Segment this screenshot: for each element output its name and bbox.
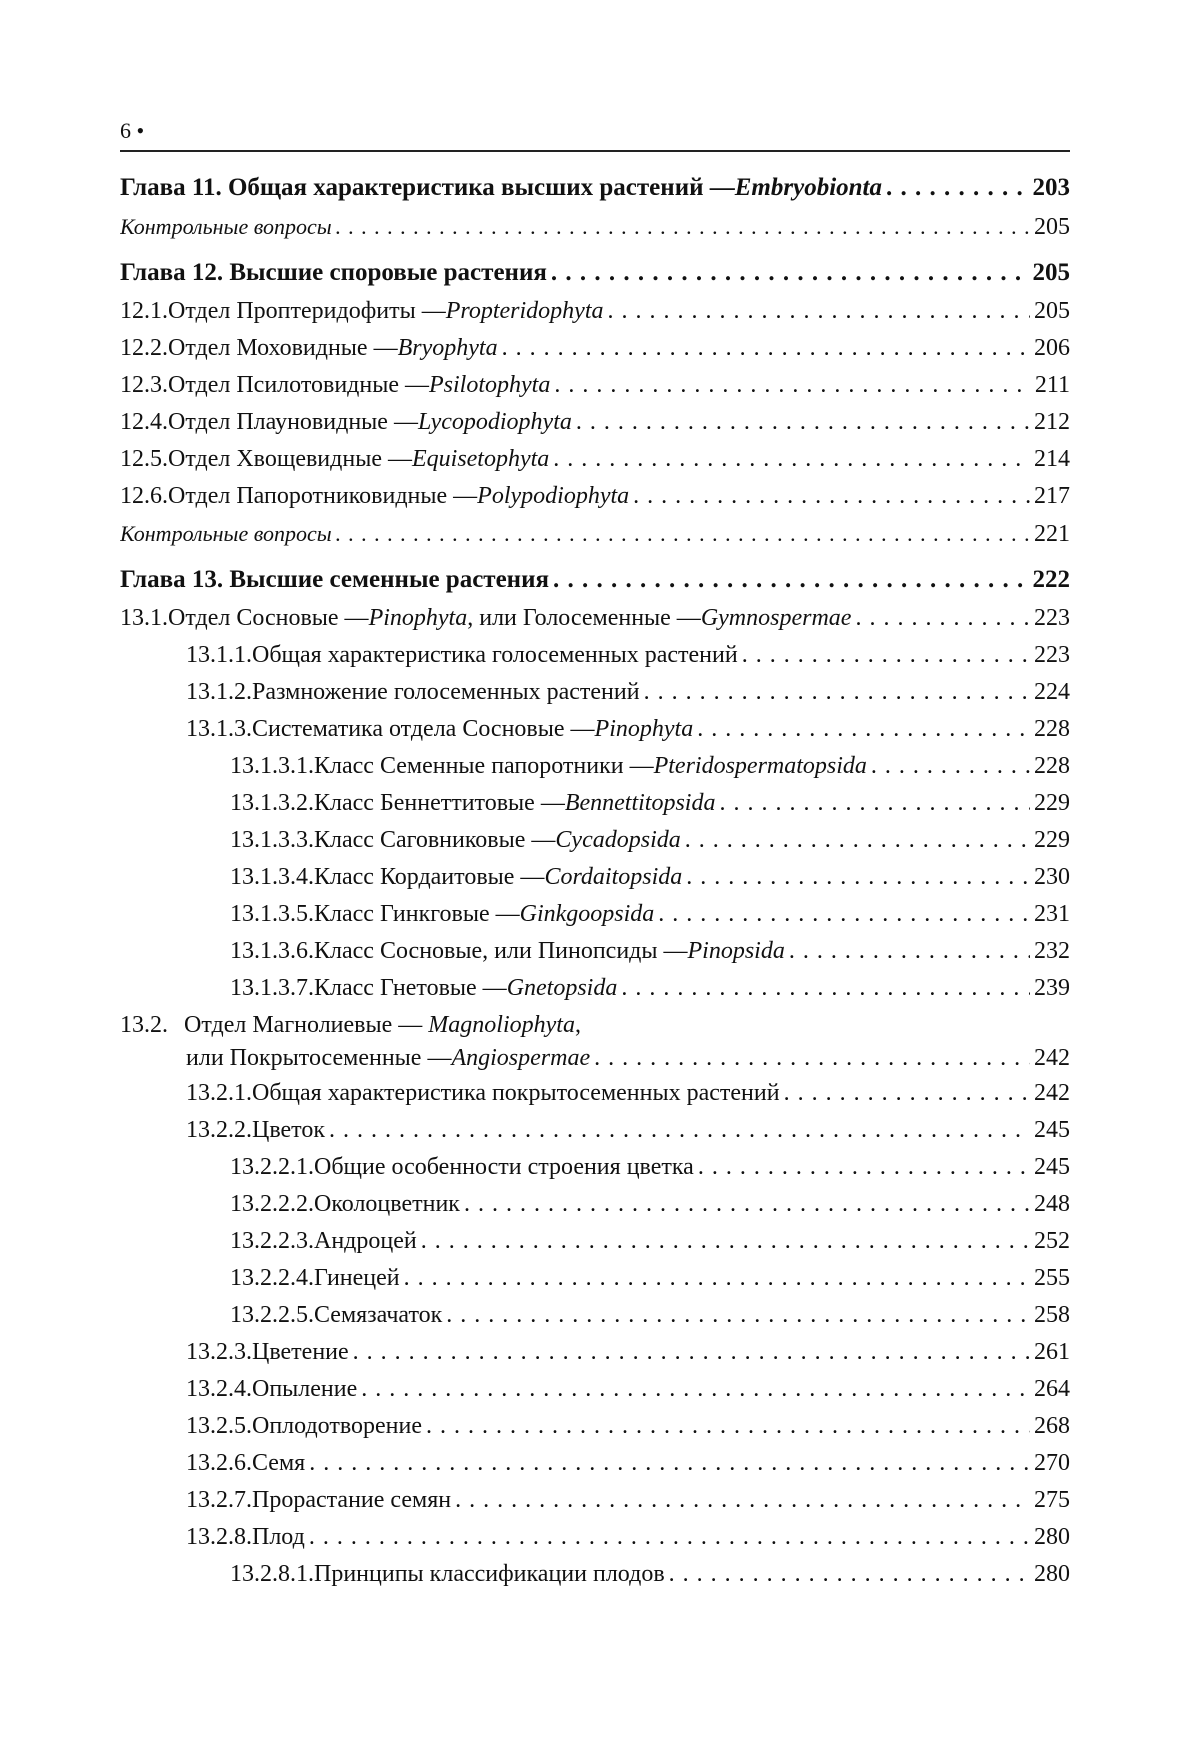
toc-questions-12[interactable] (120, 515, 1070, 552)
leader-dots (502, 330, 1030, 367)
entry-page: 252 (1034, 1228, 1070, 1254)
toc-section-13-1-1[interactable] (120, 637, 1070, 674)
leader-dots (421, 1223, 1030, 1260)
entry-latin-second: Angiospermae (451, 1045, 591, 1071)
leader-dots (658, 896, 1030, 933)
toc-section-13-1-3-5[interactable] (120, 896, 1070, 933)
entry-page: 205 (1034, 298, 1070, 324)
entry-title: Класс Беннеттитовые — (314, 790, 565, 816)
leader-dots (329, 1112, 1030, 1149)
entry-number: 13.2.2.1. (230, 1154, 314, 1180)
leader-dots (669, 1556, 1030, 1593)
leader-dots (855, 600, 1030, 637)
entry-title: Семязачаток (314, 1302, 443, 1328)
leader-dots (886, 168, 1029, 208)
entry-title: Семя (252, 1450, 306, 1476)
entry-number: 12.5. (120, 446, 168, 472)
entry-page: 203 (1032, 174, 1070, 201)
entry-number: 13.2.2. (186, 1117, 252, 1143)
entry-page: 223 (1034, 642, 1070, 668)
entry-latin: Propteridophyta (445, 298, 604, 324)
entry-page: 245 (1034, 1154, 1070, 1180)
toc-section-12-6[interactable] (120, 478, 1070, 515)
leader-dots (336, 515, 1030, 552)
leader-dots (353, 1334, 1030, 1371)
entry-latin: Gnetopsida (506, 975, 618, 1001)
leader-dots (633, 478, 1030, 515)
entry-latin: Magnoliophyta (428, 1012, 575, 1038)
leader-dots (551, 253, 1029, 293)
entry-number: 12.1. (120, 298, 168, 324)
entry-number: 13.1.3.6. (230, 938, 314, 964)
entry-title: Общая характеристика покрытосеменных растений (252, 1080, 780, 1106)
entry-number: 13.2.2.2. (230, 1191, 314, 1217)
entry-page: 214 (1034, 446, 1070, 472)
entry-number: 12.6. (120, 483, 168, 509)
leader-dots (698, 1149, 1030, 1186)
entry-page: 221 (1034, 521, 1070, 547)
entry-page: 205 (1032, 259, 1070, 286)
entry-page: 228 (1034, 716, 1070, 742)
entry-page: 229 (1034, 790, 1070, 816)
entry-title: Класс Сосновые, или Пинопсиды — (314, 938, 688, 964)
toc-section-13-1[interactable] (120, 600, 1070, 637)
entry-page: 223 (1034, 605, 1070, 631)
leader-dots (871, 748, 1030, 785)
toc-section-13-1-2[interactable] (120, 674, 1070, 711)
leader-dots (336, 208, 1030, 245)
entry-title: Общая характеристика голосеменных растений (252, 642, 738, 668)
toc-section-13-2-8-1[interactable] (120, 1556, 1070, 1593)
entry-latin: Embryobionta (734, 174, 882, 201)
entry-page: 258 (1034, 1302, 1070, 1328)
entry-number: 12.2. (120, 335, 168, 361)
leader-dots (685, 822, 1030, 859)
entry-latin: Cordaitopsida (544, 864, 683, 890)
entry-title: Околоцветник (314, 1191, 460, 1217)
leader-dots (426, 1408, 1030, 1445)
entry-number: 13.2.7. (186, 1487, 252, 1513)
leader-dots (608, 293, 1031, 330)
entry-title: Принципы классификации плодов (314, 1561, 665, 1587)
toc-section-13-2-2-5[interactable] (120, 1297, 1070, 1334)
entry-title: Отдел Плауновидные — (168, 409, 418, 435)
toc-section-12-1[interactable] (120, 293, 1070, 330)
toc-section-13-1-3-6[interactable] (120, 933, 1070, 970)
toc-section-12-2[interactable] (120, 330, 1070, 367)
entry-title: Цветение (252, 1339, 349, 1365)
entry-title: Класс Семенные папоротники — (314, 753, 654, 779)
leader-dots (553, 441, 1030, 478)
entry-page: 264 (1034, 1376, 1070, 1402)
entry-title: Оплодотворение (252, 1413, 423, 1439)
entry-title: Андроцей (314, 1228, 417, 1254)
entry-number: 13.2.6. (186, 1450, 252, 1476)
entry-latin: Pinophyta (368, 605, 468, 631)
entry-page: 231 (1034, 901, 1070, 927)
toc-section-13-1-3-3[interactable] (120, 822, 1070, 859)
leader-dots (784, 1075, 1030, 1112)
entry-title: Глава 11. Общая характеристика высших растений — (120, 174, 735, 201)
entry-latin: Psilotophyta (429, 372, 551, 398)
toc-section-13-1-3-2[interactable] (120, 785, 1070, 822)
entry-number: 13.2.1. (186, 1080, 252, 1106)
entry-page: 242 (1034, 1080, 1070, 1106)
entry-latin: Cycadopsida (555, 827, 681, 853)
entry-page: 217 (1034, 483, 1070, 509)
entry-number: 13.2.2.5. (230, 1302, 314, 1328)
leader-dots (309, 1445, 1030, 1482)
entry-page: 245 (1034, 1117, 1070, 1143)
entry-latin-second: Gymnospermae (700, 605, 852, 631)
entry-page: 280 (1034, 1524, 1070, 1550)
entry-number: 13.1.1. (186, 642, 252, 668)
entry-title-continued: , или Голосеменные — (467, 605, 701, 631)
entry-title: Отдел Сосновые — (168, 605, 369, 631)
entry-number: 13.1.3.3. (230, 827, 314, 853)
entry-page: 270 (1034, 1450, 1070, 1476)
entry-page: 268 (1034, 1413, 1070, 1439)
entry-number: 13.2.3. (186, 1339, 252, 1365)
entry-page: 229 (1034, 827, 1070, 853)
toc-questions-11[interactable] (120, 208, 1070, 245)
entry-page: 239 (1034, 975, 1070, 1001)
leader-dots (621, 970, 1030, 1007)
entry-page: 230 (1034, 864, 1070, 890)
entry-title: Отдел Проптеридофиты — (168, 298, 446, 324)
entry-number: 12.4. (120, 409, 168, 435)
entry-latin: Pinophyta (594, 716, 694, 742)
leader-dots (789, 933, 1030, 970)
leader-dots (594, 1040, 1030, 1077)
toc-section-13-2-2-4[interactable] (120, 1260, 1070, 1297)
entry-number: 13.2.5. (186, 1413, 252, 1439)
entry-title: Класс Кордаитовые — (314, 864, 545, 890)
entry-title: Отдел Хвощевидные — (168, 446, 412, 472)
entry-title: Цветок (252, 1117, 326, 1143)
entry-number: 13.1. (120, 605, 168, 631)
entry-page: 248 (1034, 1191, 1070, 1217)
leader-dots (554, 367, 1031, 404)
entry-number: 13.2.8. (186, 1524, 252, 1550)
entry-number: 13.2.8.1. (230, 1561, 314, 1587)
entry-number: 13.1.3.5. (230, 901, 314, 927)
entry-title: Размножение голосеменных растений (252, 679, 640, 705)
entry-title: Отдел Псилотовидные — (168, 372, 430, 398)
toc-section-12-5[interactable] (120, 441, 1070, 478)
entry-title-continued: или Покрытосеменные — (186, 1045, 452, 1071)
leader-dots (576, 404, 1030, 441)
entry-page: 242 (1034, 1045, 1070, 1071)
leader-dots (464, 1186, 1030, 1223)
entry-number: 13.2. (120, 1012, 168, 1038)
toc-section-13-1-3-7[interactable] (120, 970, 1070, 1007)
toc-section-13-2-8[interactable] (120, 1519, 1070, 1556)
entry-latin: Pteridospermatopsida (653, 753, 867, 779)
entry-title: Плод (252, 1524, 305, 1550)
leader-dots (742, 637, 1030, 674)
leader-dots (697, 711, 1030, 748)
entry-page: 212 (1034, 409, 1070, 435)
entry-latin: Bennettitopsida (564, 790, 716, 816)
toc-section-13-1-3-1[interactable] (120, 748, 1070, 785)
toc-section-12-4[interactable] (120, 404, 1070, 441)
toc-section-12-3[interactable] (120, 367, 1070, 404)
entry-page: 255 (1034, 1265, 1070, 1291)
entry-number: 13.1.3.4. (230, 864, 314, 890)
toc-section-13-2-2-2[interactable] (120, 1186, 1070, 1223)
entry-number: 13.1.2. (186, 679, 252, 705)
toc-section-13-2-7[interactable] (120, 1482, 1070, 1519)
toc-section-13-2-6[interactable] (120, 1445, 1070, 1482)
leader-dots (686, 859, 1030, 896)
toc-section-13-2-2-1[interactable] (120, 1149, 1070, 1186)
entry-latin: Pinopsida (687, 938, 785, 964)
entry-page: 261 (1034, 1339, 1070, 1365)
entry-title: Прорастание семян (252, 1487, 452, 1513)
entry-latin: Lycopodiophyta (417, 409, 572, 435)
leader-dots (309, 1519, 1030, 1556)
entry-page: 224 (1034, 679, 1070, 705)
entry-title: Опыление (252, 1376, 358, 1402)
entry-latin: Ginkgoopsida (519, 901, 655, 927)
entry-title: Гинецей (314, 1265, 400, 1291)
leader-dots (553, 560, 1028, 600)
entry-page: 232 (1034, 938, 1070, 964)
toc-section-13-2-2[interactable] (120, 1112, 1070, 1149)
entry-title: Систематика отдела Сосновые — (252, 716, 595, 742)
toc-section-13-2-5[interactable] (120, 1408, 1070, 1445)
entry-number: 13.2.2.3. (230, 1228, 314, 1254)
leader-dots (446, 1297, 1030, 1334)
toc-section-13-1-3[interactable] (120, 711, 1070, 748)
toc-section-13-2-3[interactable] (120, 1334, 1070, 1371)
toc-chapter-12[interactable] (120, 253, 1070, 293)
entry-page: 211 (1034, 372, 1070, 398)
page-number: 6 • (120, 118, 145, 143)
toc-section-13-2-2-3[interactable] (120, 1223, 1070, 1260)
entry-page: 228 (1034, 753, 1070, 779)
entry-latin: Equisetophyta (411, 446, 550, 472)
entry-title: Класс Гнетовые — (314, 975, 507, 1001)
entry-title: Контрольные вопросы (120, 214, 332, 239)
entry-page: 206 (1034, 335, 1070, 361)
toc-section-13-2-1[interactable] (120, 1075, 1070, 1112)
entry-latin: Polypodiophyta (477, 483, 630, 509)
entry-page: 280 (1034, 1561, 1070, 1587)
table-of-contents (120, 168, 1070, 1593)
leader-dots (644, 674, 1030, 711)
entry-title: Общие особенности строения цветка (314, 1154, 694, 1180)
leader-dots (455, 1482, 1030, 1519)
entry-number: 13.2.2.4. (230, 1265, 314, 1291)
entry-number: 13.2.4. (186, 1376, 252, 1402)
toc-chapter-11[interactable] (120, 168, 1070, 208)
entry-title: Глава 12. Высшие споровые растения (120, 259, 547, 286)
leader-dots (361, 1371, 1030, 1408)
leader-dots (719, 785, 1030, 822)
entry-page: 275 (1034, 1487, 1070, 1513)
toc-section-13-2-4[interactable] (120, 1371, 1070, 1408)
page-header (120, 112, 1070, 152)
entry-title: Класс Гинкговые — (314, 901, 520, 927)
entry-title: Класс Саговниковые — (314, 827, 556, 853)
entry-number: 13.1.3. (186, 716, 252, 742)
entry-title-comma: , (574, 1012, 581, 1038)
entry-title: Отдел Магнолиевые — (184, 1012, 429, 1038)
toc-chapter-13[interactable] (120, 560, 1070, 600)
entry-number: 13.1.3.1. (230, 753, 314, 779)
leader-dots (404, 1260, 1030, 1297)
entry-number: 13.1.3.2. (230, 790, 314, 816)
entry-number: 13.1.3.7. (230, 975, 314, 1001)
entry-title: Контрольные вопросы (120, 521, 332, 546)
entry-number: 12.3. (120, 372, 168, 398)
entry-title: Отдел Папоротниковидные — (168, 483, 478, 509)
entry-title: Отдел Моховидные — (168, 335, 398, 361)
entry-latin: Bryophyta (397, 335, 498, 361)
entry-page: 222 (1032, 566, 1070, 593)
entry-title: Глава 13. Высшие семенные растения (120, 566, 550, 593)
toc-section-13-1-3-4[interactable] (120, 859, 1070, 896)
entry-page: 205 (1034, 214, 1070, 240)
toc-section-13-2[interactable] (120, 1007, 1070, 1075)
